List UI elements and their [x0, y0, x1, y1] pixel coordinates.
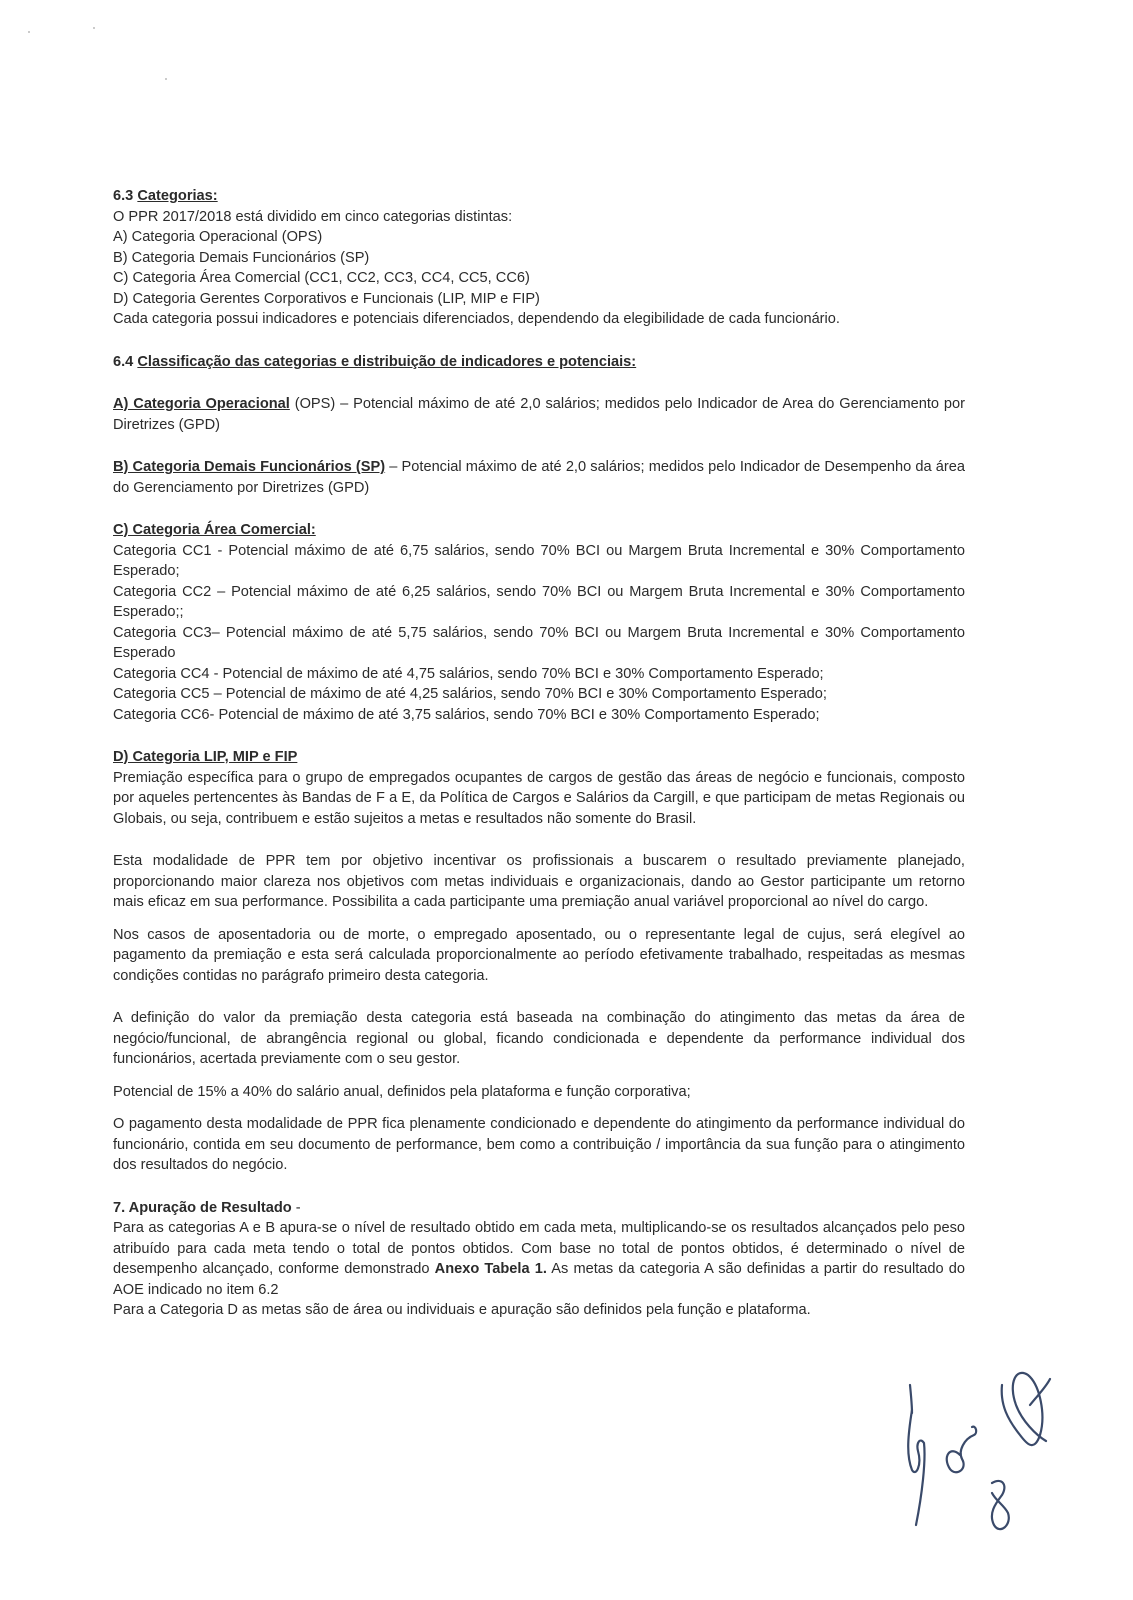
category-a-text: (OPS) – Potencial máximo de até 2,0 salários; medidos pelo Indicador de Area do Gerenciamento por Diretrizes (GPD) — [113, 396, 966, 433]
initial-signature-3 — [1002, 1373, 1046, 1445]
section-6-3-number: 6.3 — [113, 188, 134, 204]
category-list-item: C) Categoria Área Comercial (CC1, CC2, CC3, CC4, CC5, CC6) — [113, 270, 530, 286]
category-cc-line: Categoria CC3– Potencial máximo de até 5,75 salários, sendo 70% BCI ou Margem Bruta Incremental e 30% Comportamento Esperado — [113, 624, 965, 661]
section-6-4-number: 6.4 — [113, 353, 134, 370]
category-cc-line: Categoria CC1 - Potencial máximo de até 6,75 salários, sendo 70% BCI ou Margem Bruta Incremental e 30% Comportamento Esperado; — [113, 542, 965, 579]
category-list-item: B) Categoria Demais Funcionários (SP) — [113, 249, 370, 266]
category-cc-line: Categoria CC4 - Potencial de máximo de até 4,75 salários, sendo 70% BCI e 30% Comportamento Esperado; — [113, 665, 824, 682]
category-a-label: A) Categoria Operacional — [113, 396, 290, 412]
section-6-4 — [113, 352, 965, 1176]
category-cc-line: Categoria CC6- Potencial de máximo de até 3,75 salários, sendo 70% BCI e 30% Comportamento Esperado; — [113, 706, 820, 723]
section-6-3-title: Categorias: — [137, 188, 218, 204]
section-7 — [113, 1198, 965, 1321]
initial-signature-1 — [908, 1410, 924, 1525]
handwritten-initials — [890, 1365, 1080, 1555]
scan-speck — [165, 78, 167, 80]
category-list-item: A) Categoria Operacional (OPS) — [113, 229, 323, 245]
category-d-paragraph: Potencial de 15% a 40% do salário anual, definidos pela plataforma e função corporativa; — [113, 1083, 691, 1100]
category-b-text: – Potencial máximo de até 2,0 salários; medidos pelo Indicador de Desempenho da área do Gerenciamento por Diretrizes (GPD) — [113, 459, 965, 496]
category-d-label: D) Categoria LIP, MIP e FIP — [113, 749, 298, 765]
category-a-paragraph — [113, 394, 965, 435]
section-6-3-closing: Cada categoria possui indicadores e potenciais diferenciados, dependendo da elegibilidade de cada funcionário. — [113, 311, 840, 327]
section-7-p1-text-after: As metas da categoria A são definidas a partir do resultado do AOE indicado no item 6.2 — [113, 1261, 966, 1298]
category-d-paragraph: Nos casos de aposentadoria ou de morte, o empregado aposentado, ou o representante legal de cujus, será elegível ao pagamento da premiação e esta será calculada proporcionalmente ao período efetivamente trabalhado, respeitadas as mesmas condições contidas no parágrafo primeiro desta categoria. — [113, 926, 965, 984]
initial-signature-1b — [910, 1385, 912, 1413]
annex-table-reference: Anexo Tabela 1. — [434, 1261, 547, 1277]
section-7-heading — [113, 1198, 965, 1219]
category-b-label: B) Categoria Demais Funcionários (SP) — [113, 459, 386, 475]
section-7-p1-text: Para as categorias A e B apura-se o nível de resultado obtido em cada meta, multiplicando-se os resultados alcançados pelo peso atribuído para cada meta tendo o total de pontos obtidos. Com base no total de pontos obtidos, é determinado o nível de desempenho alcançado, conforme demonstrado — [113, 1220, 965, 1277]
section-7-paragraph-2: Para a Categoria D as metas são de área ou individuais e apuração são definidos pela função e plataforma. — [113, 1302, 811, 1318]
scan-speck — [93, 27, 95, 29]
category-d-paragraph: O pagamento desta modalidade de PPR fica plenamente condicionado e dependente do atingimento da performance individual do funcionário, contida em seu documento de performance, bem como a contribuição / importância da sua função para o atingimento dos resultados do negócio. — [113, 1116, 965, 1173]
section-6-4-heading — [113, 352, 965, 373]
section-6-3-intro: O PPR 2017/2018 está dividido em cinco categorias distintas: — [113, 208, 513, 225]
category-c-block — [113, 520, 965, 725]
category-d-paragraph: A definição do valor da premiação desta categoria está baseada na combinação do atingimento das metas da área de negócio/funcional, de abrangência regional ou global, ficando condicionada e dependente da performance individual dos funcionários, acertada previamente com o seu gestor. — [113, 1010, 965, 1067]
category-cc-line: Categoria CC2 – Potencial máximo de até 6,25 salários, sendo 70% BCI ou Margem Bruta Incremental e 30% Comportamento Esperado;; — [113, 583, 965, 620]
document-page — [113, 186, 965, 1321]
section-6-4-title: Classificação das categorias e distribuição de indicadores e potenciais: — [137, 353, 637, 370]
category-list-item: D) Categoria Gerentes Corporativos e Funcionais (LIP, MIP e FIP) — [113, 290, 540, 307]
section-7-dash: - — [295, 1199, 301, 1216]
category-cc-line: Categoria CC5 – Potencial de máximo de até 4,25 salários, sendo 70% BCI e 30% Comportamento Esperado; — [113, 686, 827, 702]
category-d-block — [113, 747, 965, 1176]
section-6-3 — [113, 186, 965, 330]
category-c-label: C) Categoria Área Comercial: — [113, 522, 316, 538]
scan-speck — [28, 31, 30, 33]
section-6-3-heading — [113, 186, 965, 207]
section-7-title: 7. Apuração de Resultado — [113, 1199, 292, 1216]
category-b-paragraph — [113, 457, 965, 498]
initial-signature-4 — [992, 1481, 1009, 1529]
initial-signature-2 — [947, 1427, 976, 1473]
category-d-paragraph: Premiação específica para o grupo de empregados ocupantes de cargos de gestão das áreas de negócio e funcionais, composto por aqueles pertencentes às Bandas de F a E, da Política de Cargos e Salários da Cargill, e que participam de metas Regionais ou Globais, ou seja, contribuem e estão sujeitos a metas e resultados não somente do Brasil. — [113, 769, 965, 827]
section-7-paragraph-1 — [113, 1218, 965, 1300]
category-d-paragraph: Esta modalidade de PPR tem por objetivo incentivar os profissionais a buscarem o resultado previamente planejado, proporcionando maior clareza nos objetivos com metas individuais e organizacionais, dando ao Gestor participante um retorno mais eficaz em sua performance. Possibilita a cada participante uma premiação anual variável proporcional ao nível do cargo. — [113, 853, 965, 910]
